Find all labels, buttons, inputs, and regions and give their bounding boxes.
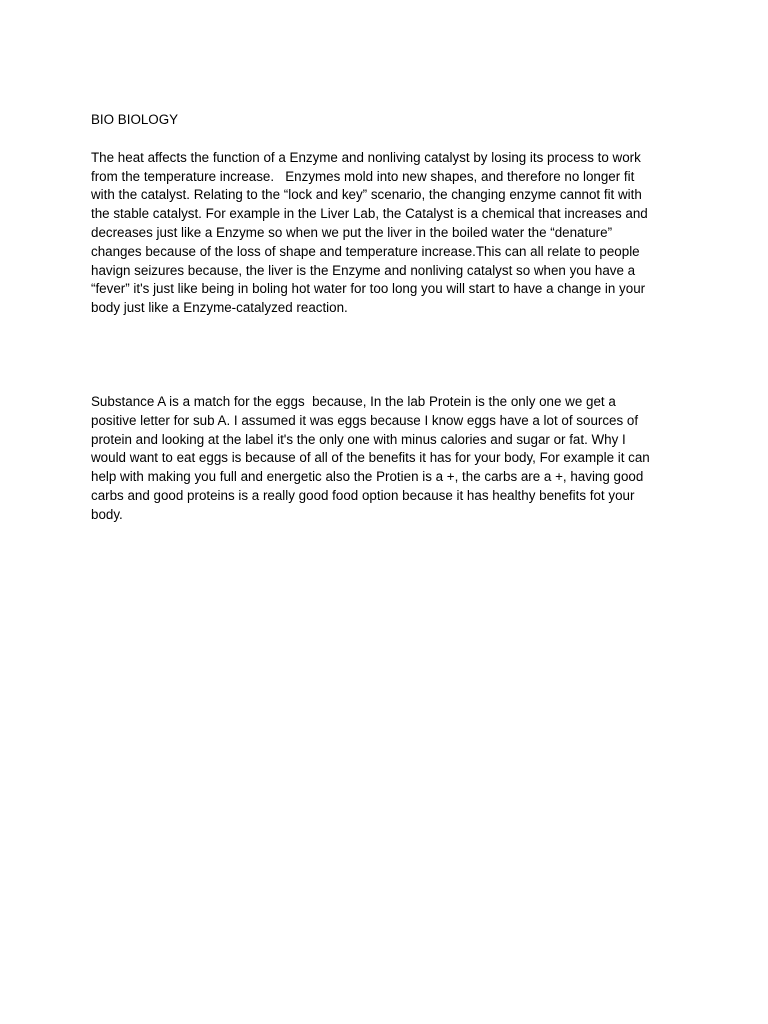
document-title: BIO BIOLOGY — [91, 112, 179, 127]
paragraph-line: protein and looking at the label it's the only one with minus calories and sugar or fat. Why I — [91, 432, 626, 447]
paragraph-line: would want to eat eggs is because of all of the benefits it has for your body, For example it can — [91, 450, 650, 465]
paragraph-line: decreases just like a Enzyme so when we put the liver in the boiled water the “denature” — [91, 225, 613, 240]
paragraph-line: with the catalyst. Relating to the “lock and key” scenario, the changing enzyme cannot fit with — [91, 187, 642, 202]
paragraph-line: positive letter for sub A. I assumed it was eggs because I know eggs have a lot of sources of — [91, 413, 639, 428]
paragraph-line: body. — [91, 507, 123, 522]
paragraph-line: The heat affects the function of a Enzyme and nonliving catalyst by losing its process to work — [91, 150, 641, 165]
paragraph-line: the stable catalyst. For example in the Liver Lab, the Catalyst is a chemical that increases and — [91, 206, 648, 221]
paragraph-line: havign seizures because, the liver is the Enzyme and nonliving catalyst so when you have a — [91, 263, 636, 278]
paragraph-line: carbs and good proteins is a really good food option because it has healthy benefits fot your — [91, 488, 635, 503]
paragraph-line: “fever” it's just like being in boling hot water for too long you will start to have a change in your — [91, 281, 646, 296]
paragraph-line: changes because of the loss of shape and temperature increase.This can all relate to people — [91, 244, 640, 259]
paragraph-line: Substance A is a match for the eggs because, In the lab Protein is the only one we get a — [91, 394, 616, 409]
paragraph-line: body just like a Enzyme-catalyzed reaction. — [91, 300, 348, 315]
paragraph-line: from the temperature increase. Enzymes mold into new shapes, and therefore no longer fit — [91, 169, 635, 184]
paragraph-line: help with making you full and energetic also the Protien is a +, the carbs are a +, having good — [91, 469, 644, 484]
